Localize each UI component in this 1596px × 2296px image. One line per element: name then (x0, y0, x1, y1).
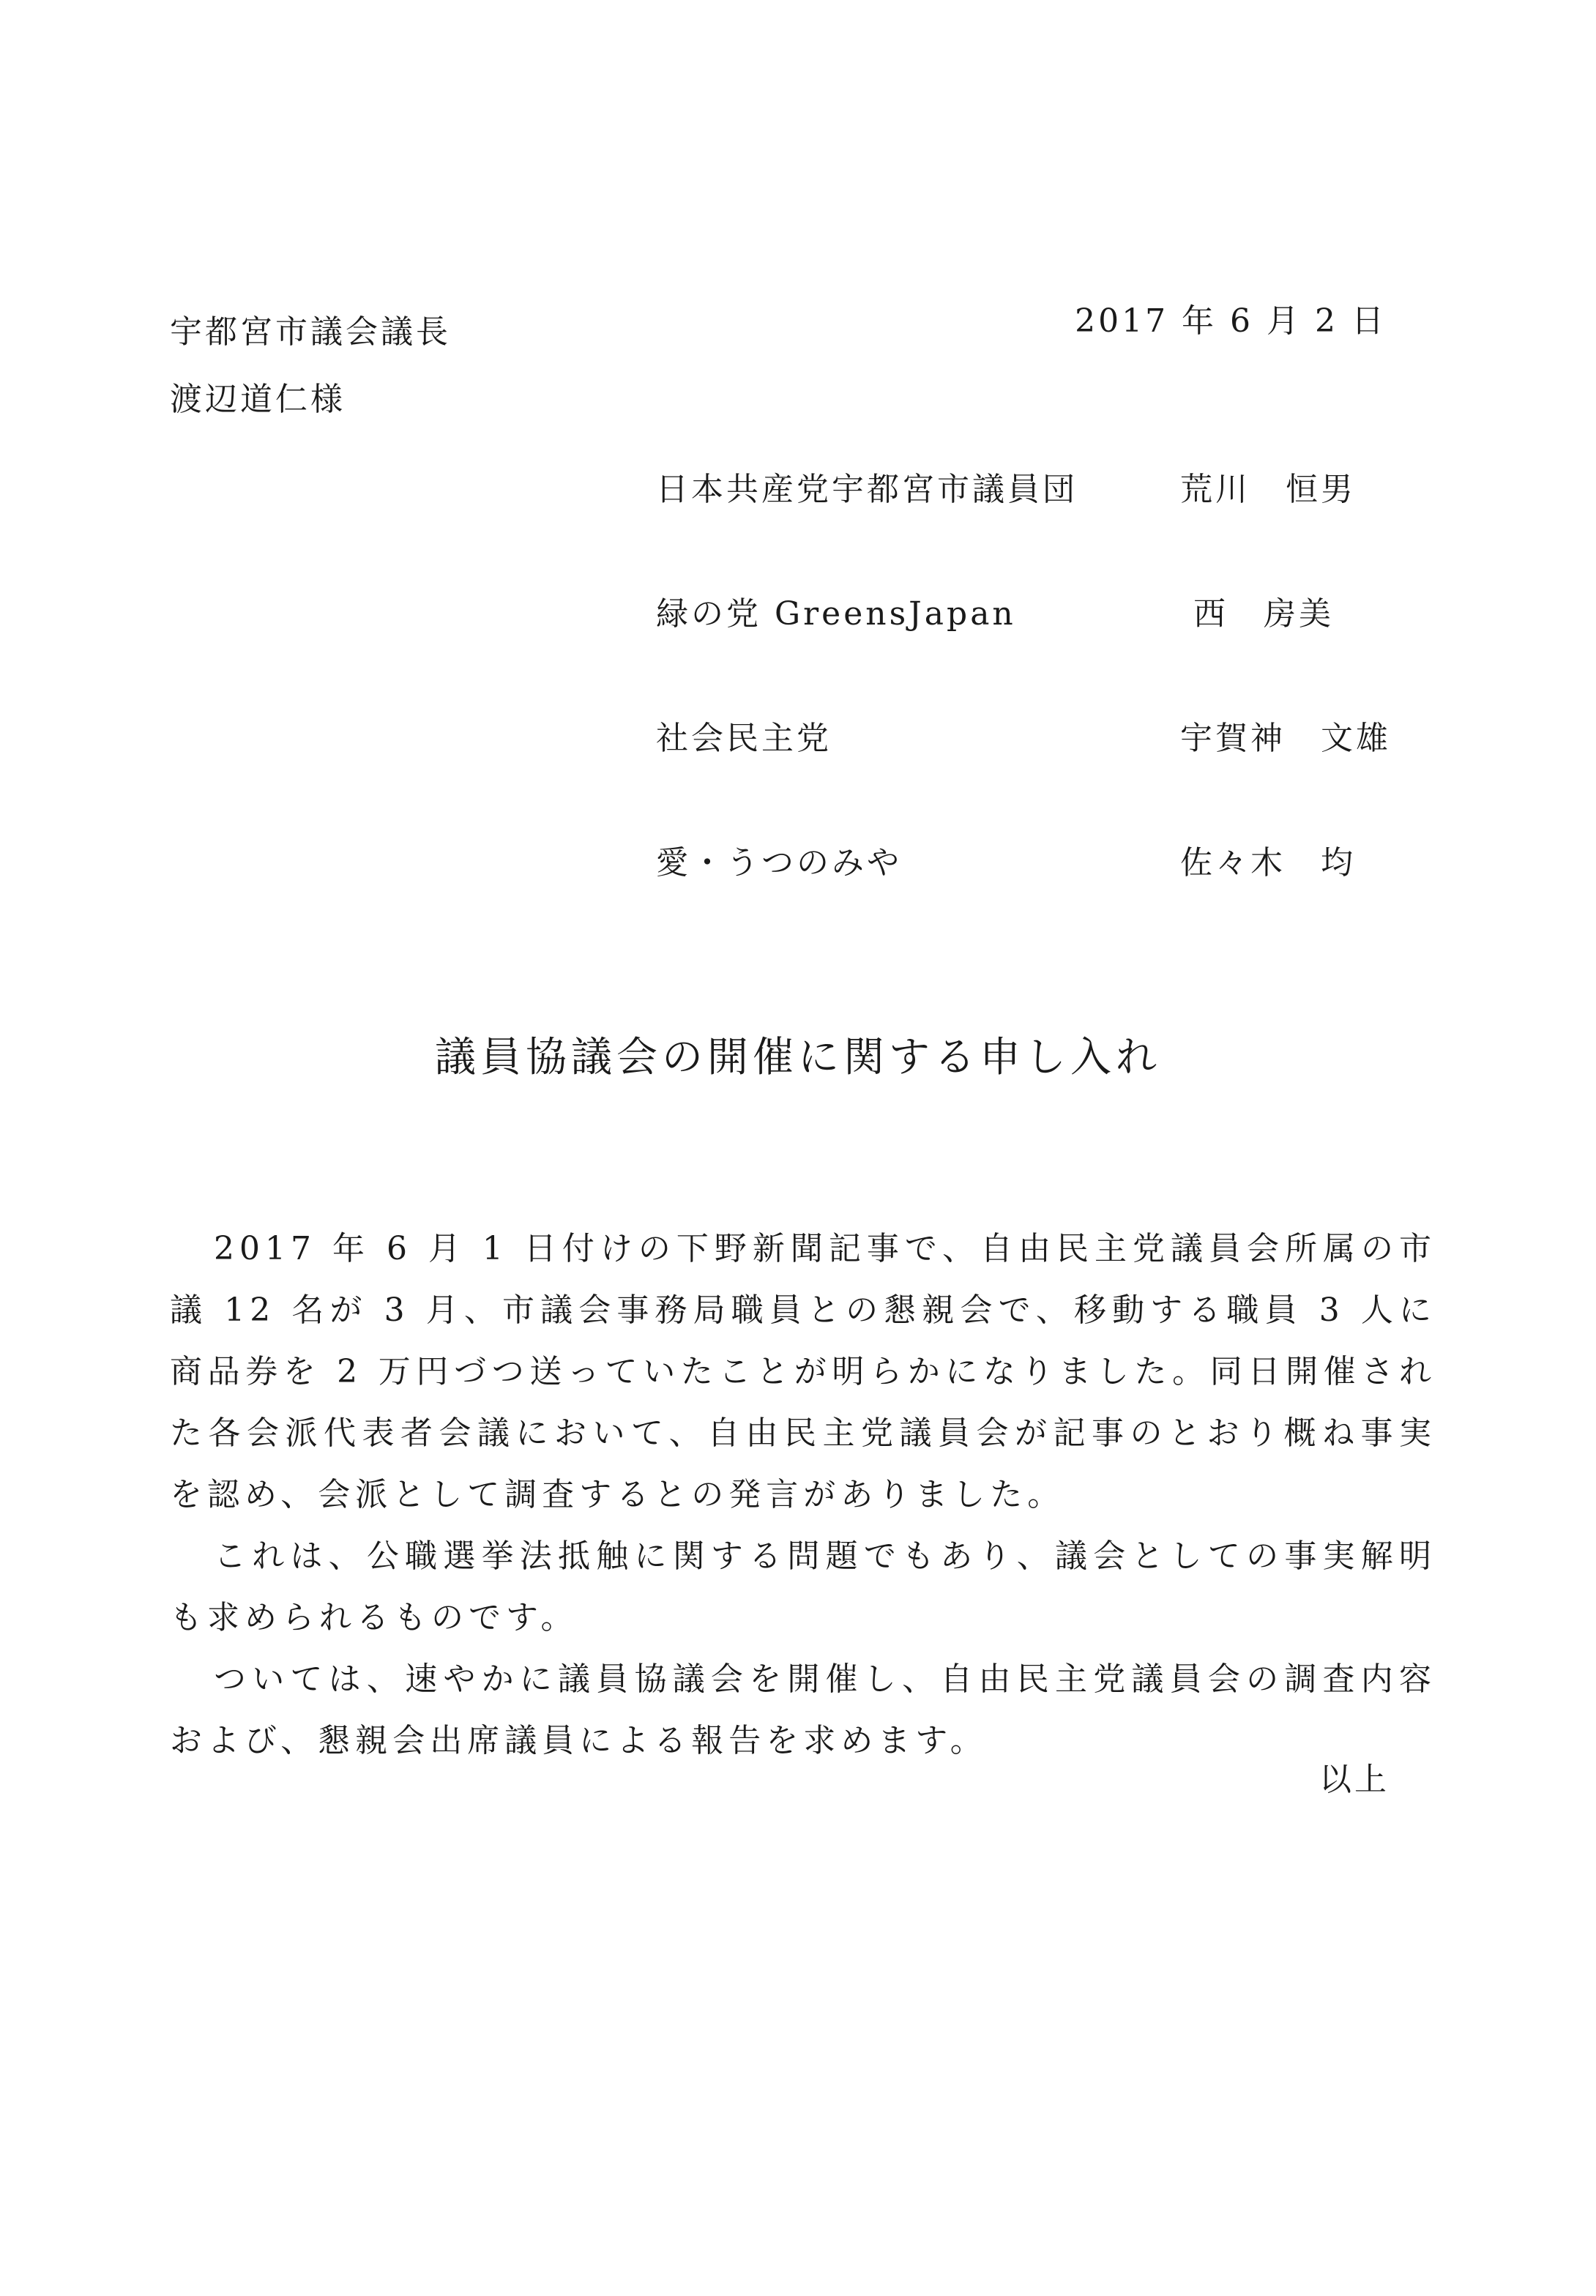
sender-organization: 緑の党 GreensJapan (656, 595, 1016, 633)
sender-row (656, 463, 1461, 587)
sender-organization: 日本共産党宇都宮市議員団 (656, 471, 1078, 508)
document-body (170, 1218, 1436, 1772)
sender-row (656, 836, 1461, 961)
addressee-name: 渡辺道仁様 (170, 381, 346, 418)
sender-row (656, 712, 1461, 836)
sender-organization: 愛・うつのみや (656, 844, 902, 881)
body-paragraph: 2017 年 6 月 1 日付けの下野新聞記事で、自由民主党議員会所属の市議 12 名が 3 月、市議会事務局職員との懇親会で、移動する職員 3 人に商品券を 2 万円づつ送っていたことが明らかになりました。同日開催された各会派代表者会議において、自由民主党議員会が記事のとおり概ね事実を認め、会派として調査するとの発言がありました。 (170, 1230, 1436, 1513)
closing-mark: 以上 (1319, 1761, 1390, 1798)
document-title: 議員協議会の開催に関する申し入れ (435, 1034, 1161, 1081)
sender-list (656, 463, 1461, 961)
document-date: 2017 年 6 月 2 日 (1075, 302, 1387, 340)
body-paragraph: ついては、速やかに議員協議会を開催し、自由民主党議員会の調査内容および、懇親会出席議員による報告を求めます。 (170, 1660, 1436, 1759)
body-paragraph: これは、公職選挙法抵触に関する問題でもあり、議会としての事実解明も求められるものです。 (170, 1538, 1436, 1636)
sender-row (656, 587, 1461, 712)
sender-organization: 社会民主党 (656, 720, 832, 757)
sender-name: 荒川 恒男 (1180, 471, 1356, 508)
sender-name: 西 房美 (1193, 595, 1334, 633)
addressee-block (170, 299, 451, 433)
addressee-title: 宇都宮市議会議長 (170, 313, 451, 351)
sender-name: 佐々木 均 (1180, 844, 1356, 881)
sender-name: 宇賀神 文雄 (1180, 720, 1391, 757)
